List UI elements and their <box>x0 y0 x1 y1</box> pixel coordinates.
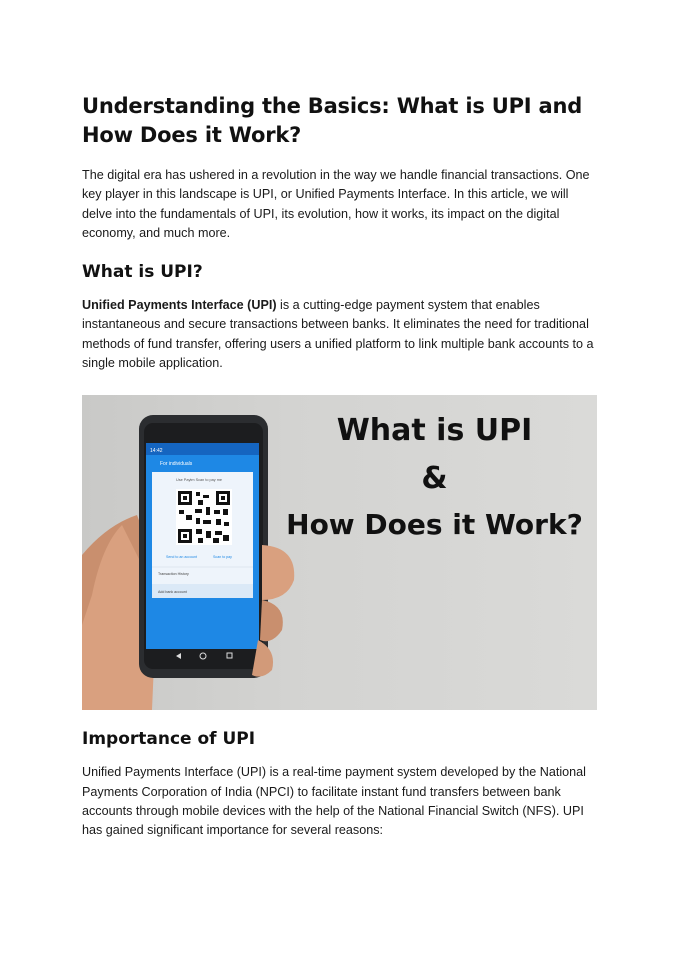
bold-lead: Unified Payments Interface (UPI) <box>82 298 277 313</box>
phone-time: 14:42 <box>150 448 163 455</box>
phone-row1: Transaction History <box>158 572 189 577</box>
phone-scan-text: Use Paytm Scan to pay me <box>176 478 223 483</box>
article <box>82 92 597 841</box>
phone-row2: Add bank account <box>158 590 187 595</box>
section-heading-importance: Importance of UPI <box>82 729 256 750</box>
hero-title-line1: What is UPI <box>336 413 533 449</box>
phone-link-left: Send to an account <box>166 555 197 560</box>
importance-paragraph: Unified Payments Interface (UPI) is a real-time payment system developed by the National Payments Corporation of India (NPCI) to facilitate instant fund transfers between bank accounts through mobile devices with the help of the National Financial Switch (NFS). UPI has gained significant importance for several reasons: <box>82 765 586 838</box>
hero-title-line3: How Does it Work? <box>286 508 583 542</box>
hero-title-line2: & <box>421 461 448 497</box>
hero-image <box>82 395 597 710</box>
phone-link-right: Scan to pay <box>213 555 232 560</box>
thumb-shape <box>262 545 294 600</box>
section-heading-what-is-upi: What is UPI? <box>82 262 203 283</box>
page-title: Understanding the Basics: What is UPI and How Does it Work? <box>82 94 583 147</box>
intro-paragraph: The digital era has ushered in a revolution in the way we handle financial transactions. One key player in this landscape is UPI, or Unified Payments Interface. In this article, we will delve into the fundamentals of UPI, its evolution, how it works, its impact on the digital economy, and much more. <box>82 168 590 240</box>
what-is-upi-paragraph <box>82 296 597 373</box>
phone-header: For individuals <box>160 461 193 468</box>
what-is-upi-text: is a cutting-edge payment system that enables instantaneous and secure transactions between banks. It eliminates the need for traditional methods of fund transfer, offering users a unified platform to link multiple bank accounts to a single mobile application. <box>82 298 594 371</box>
